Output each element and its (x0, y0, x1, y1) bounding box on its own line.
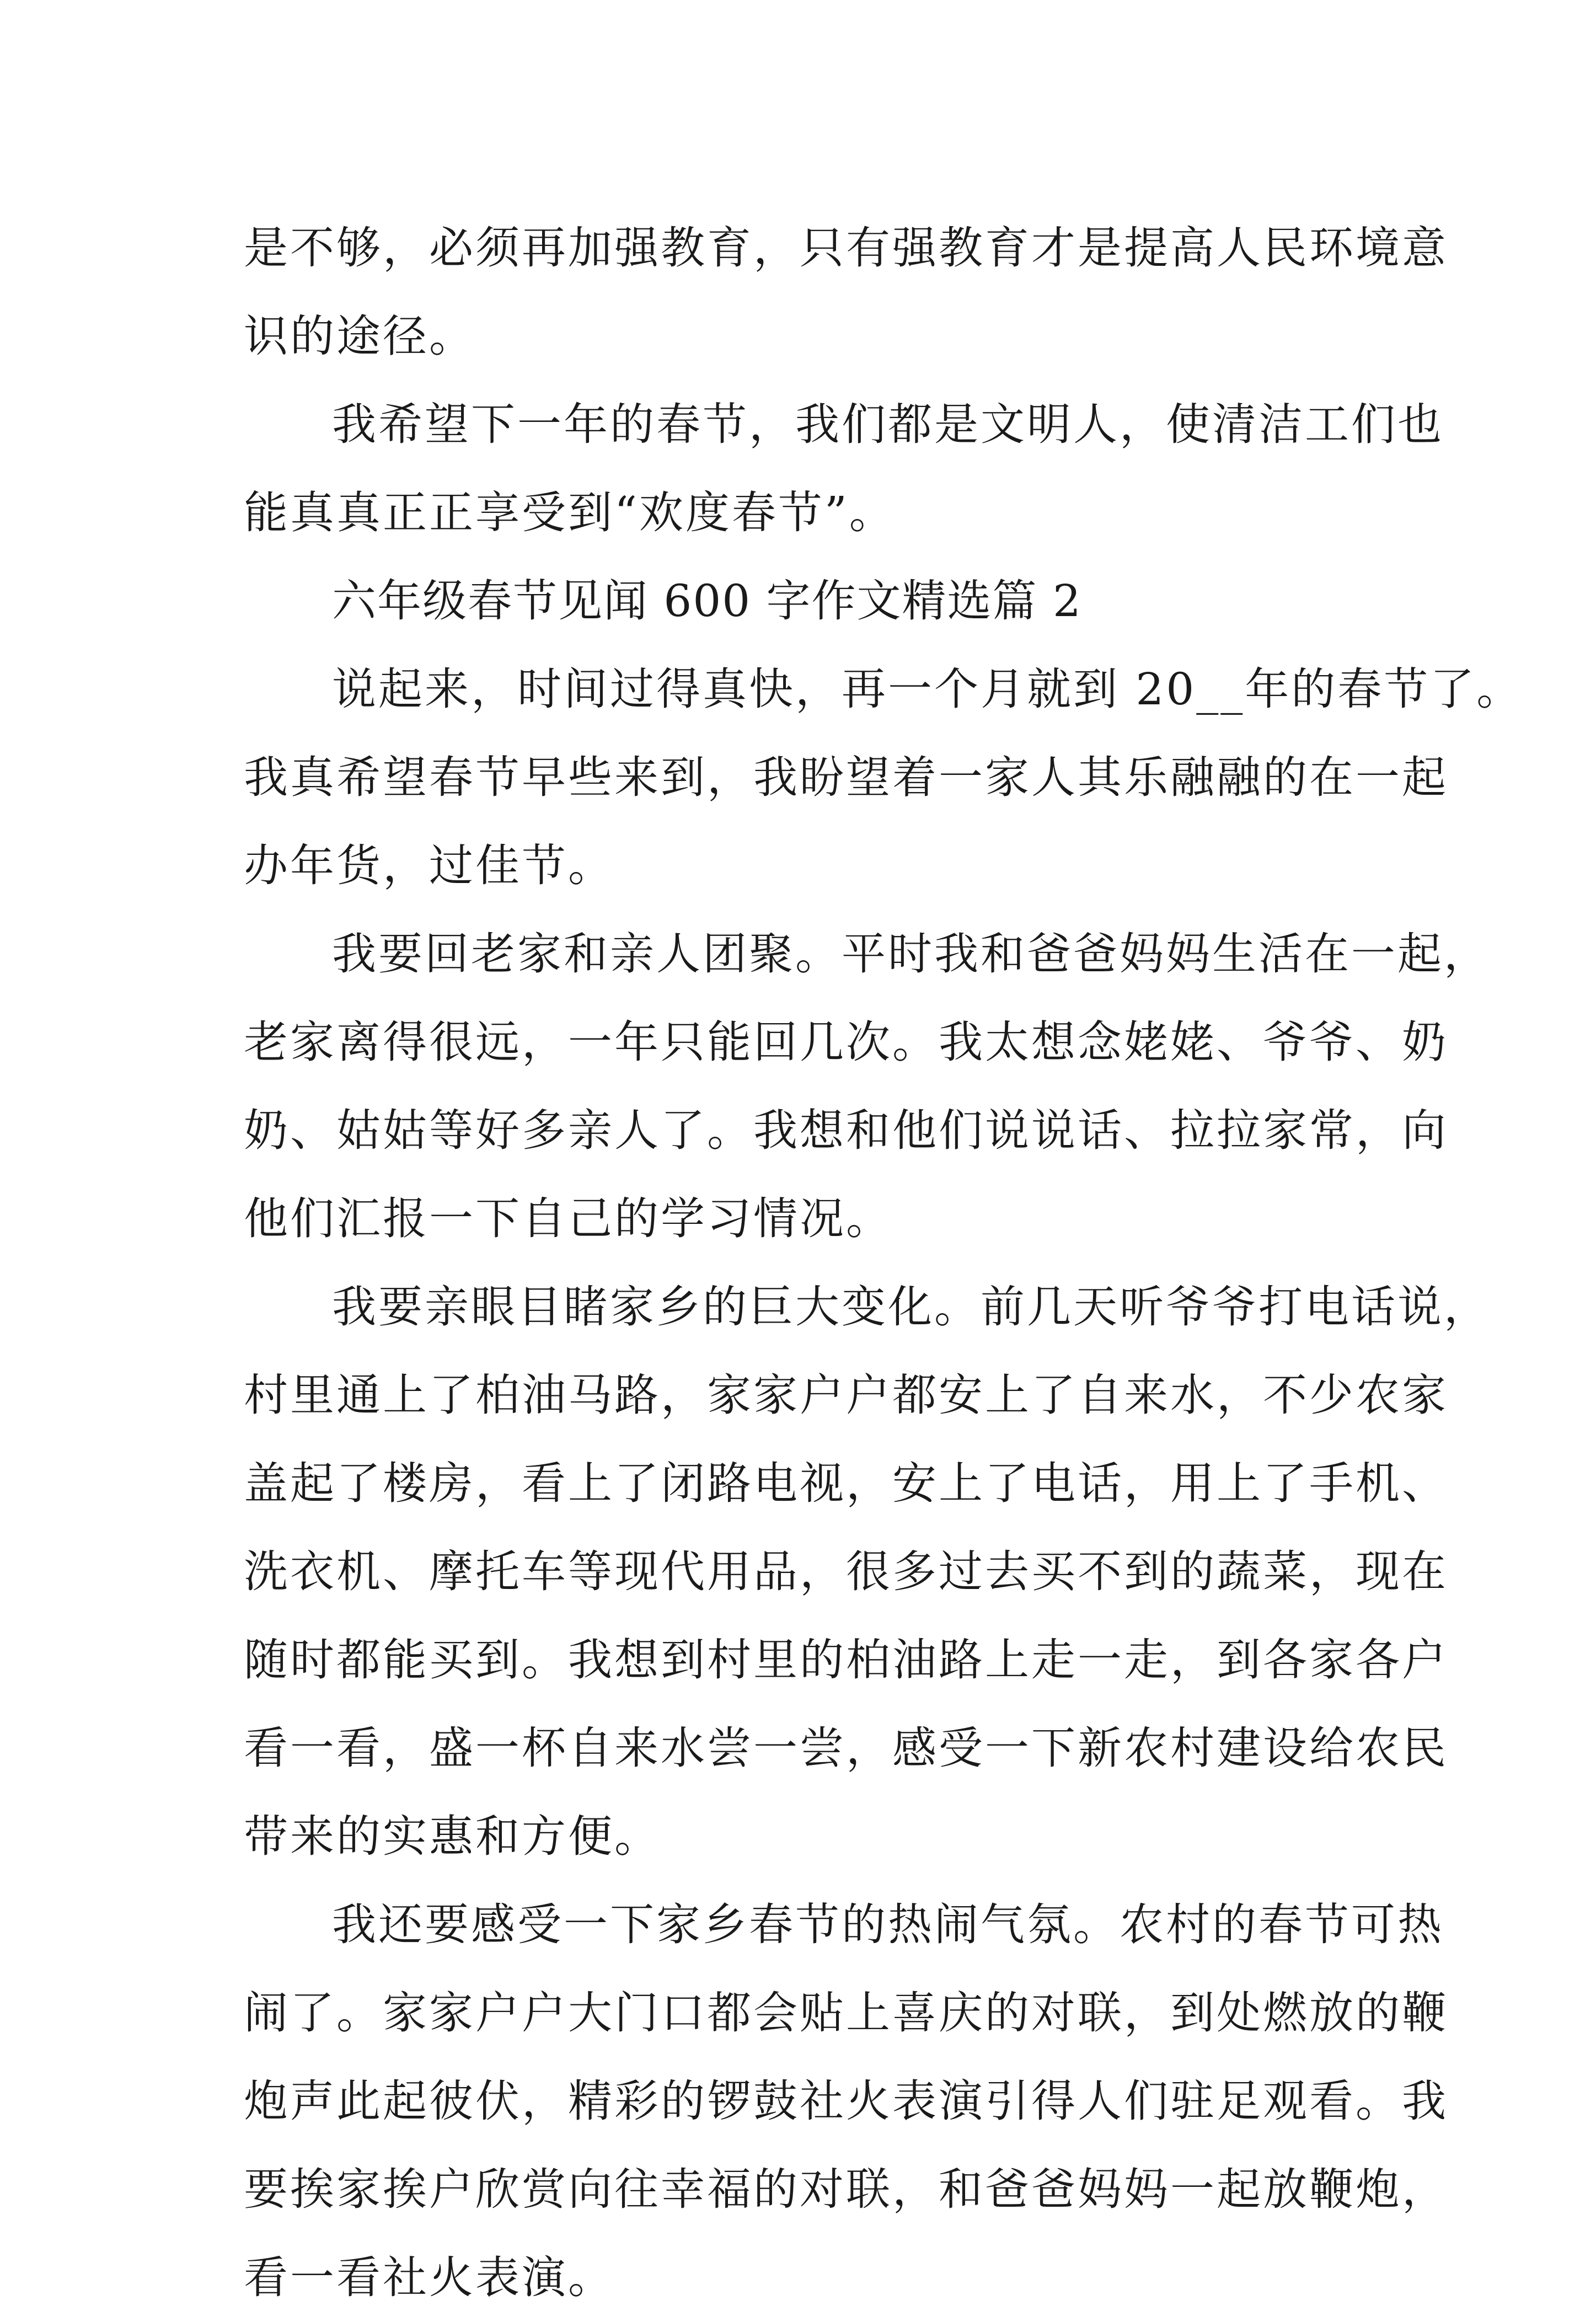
text-line: 识的途径。 (244, 311, 475, 362)
text-line: 奶、姑姑等好多亲人了。我想和他们说说话、拉拉家常，向 (244, 1105, 1448, 1156)
text-line: 我要回老家和亲人团聚。平时我和爸爸妈妈生活在一起， (332, 928, 1490, 980)
text-line: 老家离得很远，一年只能回几次。我太想念姥姥、爷爷、奶 (244, 1016, 1448, 1068)
text-line: 我希望下一年的春节，我们都是文明人，使清洁工们也 (332, 399, 1444, 450)
text-line: 办年货，过佳节。 (244, 840, 614, 891)
text-line: 洗衣机、摩托车等现代用品，很多过去买不到的蔬菜，现在 (244, 1546, 1448, 1597)
text-line: 炮声此起彼伏，精彩的锣鼓社火表演引得人们驻足观看。我 (244, 2075, 1448, 2127)
text-line: 他们汇报一下自己的学习情况。 (244, 1193, 892, 1244)
text-line: 看一看社火表演。 (244, 2252, 614, 2303)
text-line: 我要亲眼目睹家乡的巨大变化。前几天听爷爷打电话说， (332, 1281, 1490, 1333)
text-line: 带来的实惠和方便。 (244, 1811, 661, 1862)
text-line: 说起来，时间过得真快，再一个月就到 20__年的春节了。 (332, 664, 1523, 715)
text-line: 看一看，盛一杯自来水尝一尝，感受一下新农村建设给农民 (244, 1722, 1448, 1774)
text-line: 能真真正正享受到“欢度春节”。 (244, 487, 896, 538)
document-body (244, 204, 1523, 2322)
text-line: 盖起了楼房，看上了闭路电视，安上了电话，用上了手机、 (244, 1458, 1448, 1509)
text-line: 我还要感受一下家乡春节的热闹气氛。农村的春节可热 (332, 1899, 1444, 1950)
text-line: 要挨家挨户欣赏向往幸福的对联，和爸爸妈妈一起放鞭炮， (244, 2164, 1448, 2215)
text-line: 我真希望春节早些来到，我盼望着一家人其乐融融的在一起 (244, 752, 1448, 803)
section-heading: 六年级春节见闻 600 字作文精选篇 2 (332, 575, 1082, 627)
text-line: 闹了。家家户户大门口都会贴上喜庆的对联，到处燃放的鞭 (244, 1987, 1448, 2039)
text-line: 是不够，必须再加强教育，只有强教育才是提高人民环境意 (244, 222, 1448, 274)
text-line: 随时都能买到。我想到村里的柏油路上走一走，到各家各户 (244, 1634, 1448, 1686)
text-line: 村里通上了柏油马路，家家户户都安上了自来水，不少农家 (244, 1369, 1448, 1421)
